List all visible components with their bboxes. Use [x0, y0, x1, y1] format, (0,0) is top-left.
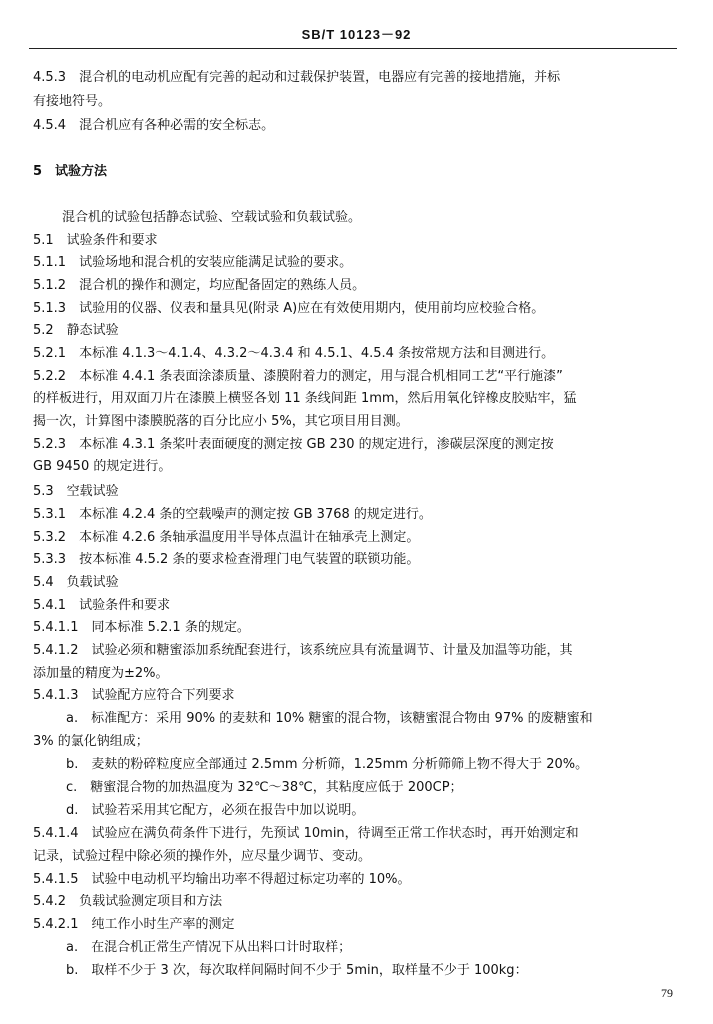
clause-5-4-1-4: 5.4.1.4 试验应在满负荷条件下进行，先预试 10min，待调至正常工作状态时，再开始测定和 [33, 826, 579, 841]
standard-code-header: SB/T 10123－92 [301, 27, 412, 42]
page-number: 79 [661, 986, 673, 1000]
clause-5-4-1-3: 5.4.1.3 试验配方应符合下列要求 [33, 688, 235, 703]
section-5-heading: 5 试验方法 [33, 164, 108, 179]
intro-paragraph: 混合机的试验包括静态试验、空载试验和负载试验。 [62, 210, 362, 225]
clause-4-5-3: 4.5.3 混合机的电动机应配有完善的起动和过载保护装置，电器应有完善的接地措施，并标 [33, 70, 561, 85]
clause-5-4-1: 5.4.1 试验条件和要求 [33, 598, 171, 613]
item-b: b. 麦麸的粉碎粒度应全部通过 2.5mm 分析筛，1.25mm 分析筛筛上物不得大于 20%。 [66, 757, 589, 772]
item-a-cont: 3% 的氯化钠组成； [33, 734, 149, 749]
clause-5-1: 5.1 试验条件和要求 [33, 233, 158, 248]
clause-5-2-2: 5.2.2 本标准 4.4.1 条表面涂漆质量、漆膜附着力的测定，用与混合机相同工艺“平行施漆” [33, 369, 563, 384]
clause-5-2-1: 5.2.1 本标准 4.1.3～4.1.4、4.3.2～4.3.4 和 4.5.1、4.5.4 条按常规方法和目测进行。 [33, 346, 555, 361]
clause-5-4-1-2-cont: 添加量的精度为±2%。 [33, 666, 169, 681]
clause-4-5-3-cont: 有接地符号。 [33, 94, 112, 109]
clause-5-1-3: 5.1.3 试验用的仪器、仪表和量具见(附录 A)应在有效使用期内，使用前均应校验合格。 [33, 301, 545, 316]
clause-5-4-2: 5.4.2 负载试验测定项目和方法 [33, 894, 223, 909]
clause-4-5-4: 4.5.4 混合机应有各种必需的安全标志。 [33, 118, 275, 133]
clause-5-4-2-1: 5.4.2.1 纯工作小时生产率的测定 [33, 917, 235, 932]
header-rule [29, 48, 677, 49]
clause-5-2-3-cont: GB 9450 的规定进行。 [33, 459, 172, 474]
clause-5-3-1: 5.3.1 本标准 4.2.4 条的空载噪声的测定按 GB 3768 的规定进行。 [33, 507, 432, 522]
item-d: d. 试验若采用其它配方，必须在报告中加以说明。 [66, 803, 365, 818]
clause-5-2: 5.2 静态试验 [33, 323, 119, 338]
item-a-sampling: a. 在混合机正常生产情况下从出料口计时取样； [66, 940, 352, 955]
clause-5-3-3: 5.3.3 按本标准 4.5.2 条的要求检查滑理门电气装置的联锁功能。 [33, 552, 420, 567]
item-c: c. 糖蜜混合物的加热温度为 32℃～38℃，其粘度应低于 200CP； [66, 780, 463, 795]
clause-5-4: 5.4 负载试验 [33, 575, 119, 590]
clause-5-4-1-4-cont: 记录，试验过程中除必须的操作外，应尽量少调节、变动。 [33, 849, 372, 864]
item-b-sampling: b. 取样不少于 3 次，每次取样间隔时间不少于 5min，取样量不少于 100kg： [66, 963, 528, 978]
clause-5-1-2: 5.1.2 混合机的操作和测定，均应配备固定的熟练人员。 [33, 278, 366, 293]
clause-5-3: 5.3 空载试验 [33, 484, 119, 499]
clause-5-1-1: 5.1.1 试验场地和混合机的安装应能满足试验的要求。 [33, 255, 353, 270]
clause-5-4-1-1: 5.4.1.1 同本标准 5.2.1 条的规定。 [33, 620, 250, 635]
clause-5-4-1-2: 5.4.1.2 试验必须和糖蜜添加系统配套进行，该系统应具有流量调节、计量及加温等功能，其 [33, 643, 573, 658]
clause-5-4-1-5: 5.4.1.5 试验中电动机平均输出功率不得超过标定功率的 10%。 [33, 872, 411, 887]
clause-5-2-3: 5.2.3 本标准 4.3.1 条桨叶表面硬度的测定按 GB 230 的规定进行，渗碳层深度的测定按 [33, 437, 554, 452]
item-a: a. 标准配方：采用 90% 的麦麸和 10% 糖蜜的混合物，该糖蜜混合物由 97% 的废糖蜜和 [66, 711, 593, 726]
clause-5-3-2: 5.3.2 本标准 4.2.6 条轴承温度用半导体点温计在轴承壳上测定。 [33, 530, 420, 545]
clause-5-2-2-cont2: 揭一次，计算图中漆膜脱落的百分比应小 5%，其它项目用目测。 [33, 414, 409, 429]
clause-5-2-2-cont1: 的样板进行，用双面刀片在漆膜上横竖各划 11 条线间距 1mm，然后用氧化锌橡皮胶贴牢，猛 [33, 391, 577, 406]
